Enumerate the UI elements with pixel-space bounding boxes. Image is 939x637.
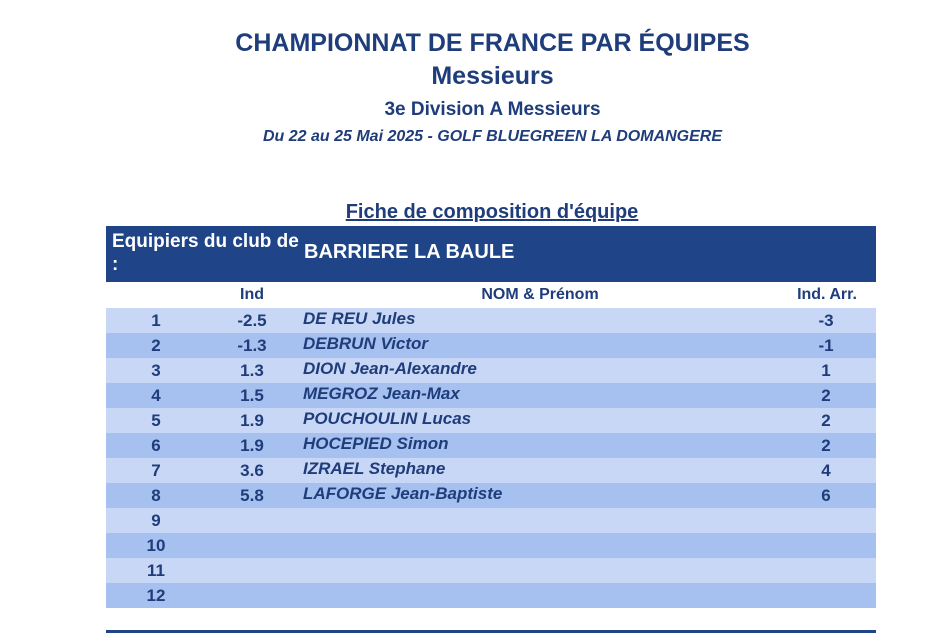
bottom-divider xyxy=(106,630,876,633)
club-header-bar xyxy=(106,226,876,282)
player-number: 11 xyxy=(147,561,165,580)
player-index: 3.6 xyxy=(240,461,264,480)
page-subtitle: Messieurs xyxy=(431,62,554,90)
player-index: 1.5 xyxy=(240,386,264,405)
table-row xyxy=(106,383,876,408)
table-row xyxy=(106,433,876,458)
player-index-rounded: 1 xyxy=(821,361,831,380)
player-index-rounded: 2 xyxy=(821,386,831,405)
player-number: 4 xyxy=(151,386,161,405)
player-name: DE REU Jules xyxy=(303,309,416,328)
player-index: 1.9 xyxy=(240,436,264,455)
player-name: IZRAEL Stephane xyxy=(303,459,446,478)
player-index: 5.8 xyxy=(240,486,264,505)
table-row xyxy=(106,558,876,583)
player-index-rounded: 4 xyxy=(821,461,831,480)
player-number: 12 xyxy=(146,586,166,605)
player-number: 8 xyxy=(151,486,161,505)
division-title: 3e Division A Messieurs xyxy=(384,99,601,120)
player-index-rounded: 2 xyxy=(821,411,831,430)
player-name: MEGROZ Jean-Max xyxy=(303,384,460,403)
player-number: 7 xyxy=(151,461,161,480)
player-index: -1.3 xyxy=(237,336,267,355)
player-number: 5 xyxy=(151,411,161,430)
column-header-ind-arr: Ind. Arr. xyxy=(797,286,857,303)
page-title: CHAMPIONNAT DE FRANCE PAR ÉQUIPES xyxy=(235,29,750,57)
table-row xyxy=(106,333,876,358)
player-number: 6 xyxy=(151,436,161,455)
player-name: DION Jean-Alexandre xyxy=(303,359,477,378)
table-row xyxy=(106,358,876,383)
player-index: -2.5 xyxy=(237,311,267,330)
table-row xyxy=(106,508,876,533)
player-name: POUCHOULIN Lucas xyxy=(303,409,472,428)
column-header-ind: Ind xyxy=(240,286,264,303)
event-info: Du 22 au 25 Mai 2025 - GOLF BLUEGREEN LA DOMANGERE xyxy=(262,128,723,145)
player-name: HOCEPIED Simon xyxy=(303,434,449,453)
table-row xyxy=(106,458,876,483)
club-label: Equipiers du club de : xyxy=(112,231,299,275)
table-row xyxy=(106,533,876,558)
table-row xyxy=(106,483,876,508)
player-number: 9 xyxy=(151,511,161,530)
player-name: LAFORGE Jean-Baptiste xyxy=(303,484,503,503)
player-index-rounded: -3 xyxy=(818,311,834,330)
table-row xyxy=(106,408,876,433)
player-index-rounded: 6 xyxy=(821,486,831,505)
player-index: 1.3 xyxy=(240,361,264,380)
players-table xyxy=(106,308,876,608)
player-number: 2 xyxy=(151,336,161,355)
player-number: 10 xyxy=(146,536,166,555)
player-number: 1 xyxy=(151,311,161,330)
player-name: DEBRUN Victor xyxy=(303,334,428,353)
table-row xyxy=(106,308,876,333)
sheet-title: Fiche de composition d'équipe xyxy=(345,201,639,223)
player-number: 3 xyxy=(151,361,161,380)
player-index-rounded: 2 xyxy=(821,436,831,455)
club-name: BARRIERE LA BAULE xyxy=(304,241,515,263)
column-header-name: NOM & Prénom xyxy=(481,286,599,303)
player-index: 1.9 xyxy=(240,411,264,430)
table-row xyxy=(106,583,876,608)
player-index-rounded: -1 xyxy=(818,336,834,355)
